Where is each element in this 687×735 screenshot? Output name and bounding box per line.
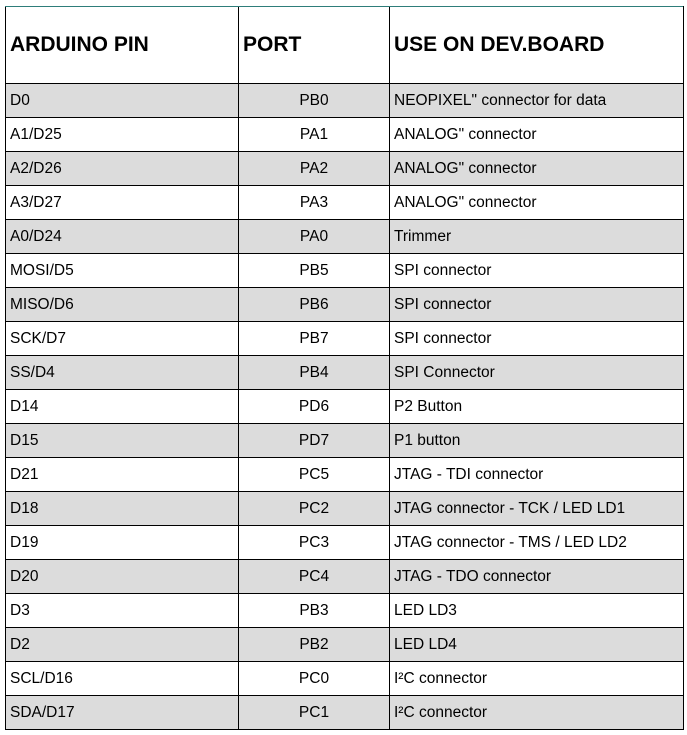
pin-table-container [5, 6, 684, 730]
cell-use-on-dev-board: JTAG - TDO connector [390, 560, 684, 594]
cell-arduino-pin: A0/D24 [6, 220, 239, 254]
cell-use-on-dev-board: P1 button [390, 424, 684, 458]
header-arduino-pin: ARDUINO PIN [6, 7, 239, 84]
table-row [6, 696, 684, 730]
cell-arduino-pin: A2/D26 [6, 152, 239, 186]
cell-port: PB2 [239, 628, 390, 662]
cell-arduino-pin: D15 [6, 424, 239, 458]
table-row [6, 220, 684, 254]
table-header-row [6, 7, 684, 84]
cell-use-on-dev-board: NEOPIXEL" connector for data [390, 84, 684, 118]
pin-mapping-table [5, 6, 684, 730]
cell-arduino-pin: D14 [6, 390, 239, 424]
cell-arduino-pin: MISO/D6 [6, 288, 239, 322]
cell-arduino-pin: SCK/D7 [6, 322, 239, 356]
cell-arduino-pin: D20 [6, 560, 239, 594]
cell-arduino-pin: D2 [6, 628, 239, 662]
table-row [6, 118, 684, 152]
cell-use-on-dev-board: SPI connector [390, 288, 684, 322]
cell-arduino-pin: D0 [6, 84, 239, 118]
cell-use-on-dev-board: JTAG connector - TMS / LED LD2 [390, 526, 684, 560]
cell-use-on-dev-board: I²C connector [390, 662, 684, 696]
cell-port: PA3 [239, 186, 390, 220]
cell-use-on-dev-board: LED LD4 [390, 628, 684, 662]
cell-arduino-pin: MOSI/D5 [6, 254, 239, 288]
cell-arduino-pin: A1/D25 [6, 118, 239, 152]
cell-use-on-dev-board: Trimmer [390, 220, 684, 254]
cell-use-on-dev-board: SPI connector [390, 322, 684, 356]
table-row [6, 628, 684, 662]
cell-arduino-pin: D21 [6, 458, 239, 492]
header-port: PORT [239, 7, 390, 84]
cell-arduino-pin: D19 [6, 526, 239, 560]
cell-arduino-pin: SCL/D16 [6, 662, 239, 696]
table-row [6, 152, 684, 186]
table-row [6, 322, 684, 356]
cell-port: PC0 [239, 662, 390, 696]
table-row [6, 526, 684, 560]
table-row [6, 288, 684, 322]
cell-port: PB0 [239, 84, 390, 118]
cell-port: PC3 [239, 526, 390, 560]
table-row [6, 560, 684, 594]
cell-use-on-dev-board: I²C connector [390, 696, 684, 730]
cell-port: PC4 [239, 560, 390, 594]
table-body [6, 84, 684, 730]
cell-port: PB3 [239, 594, 390, 628]
cell-port: PD6 [239, 390, 390, 424]
cell-use-on-dev-board: ANALOG" connector [390, 118, 684, 152]
cell-port: PD7 [239, 424, 390, 458]
cell-port: PC2 [239, 492, 390, 526]
cell-port: PA1 [239, 118, 390, 152]
cell-use-on-dev-board: LED LD3 [390, 594, 684, 628]
table-row [6, 424, 684, 458]
table-row [6, 84, 684, 118]
cell-port: PB7 [239, 322, 390, 356]
cell-port: PB4 [239, 356, 390, 390]
table-row [6, 356, 684, 390]
cell-arduino-pin: SS/D4 [6, 356, 239, 390]
cell-use-on-dev-board: SPI Connector [390, 356, 684, 390]
cell-use-on-dev-board: JTAG connector - TCK / LED LD1 [390, 492, 684, 526]
top-rule [5, 6, 683, 7]
cell-use-on-dev-board: ANALOG" connector [390, 152, 684, 186]
cell-use-on-dev-board: P2 Button [390, 390, 684, 424]
cell-port: PC5 [239, 458, 390, 492]
cell-arduino-pin: A3/D27 [6, 186, 239, 220]
table-row [6, 594, 684, 628]
cell-port: PC1 [239, 696, 390, 730]
table-row [6, 186, 684, 220]
header-use-on-dev-board: USE ON DEV.BOARD [390, 7, 684, 84]
table-row [6, 492, 684, 526]
cell-arduino-pin: D3 [6, 594, 239, 628]
table-row [6, 254, 684, 288]
table-row [6, 458, 684, 492]
cell-use-on-dev-board: JTAG - TDI connector [390, 458, 684, 492]
cell-use-on-dev-board: SPI connector [390, 254, 684, 288]
cell-port: PA0 [239, 220, 390, 254]
cell-port: PB6 [239, 288, 390, 322]
cell-port: PA2 [239, 152, 390, 186]
table-row [6, 390, 684, 424]
table-row [6, 662, 684, 696]
cell-port: PB5 [239, 254, 390, 288]
cell-use-on-dev-board: ANALOG" connector [390, 186, 684, 220]
cell-arduino-pin: D18 [6, 492, 239, 526]
cell-arduino-pin: SDA/D17 [6, 696, 239, 730]
